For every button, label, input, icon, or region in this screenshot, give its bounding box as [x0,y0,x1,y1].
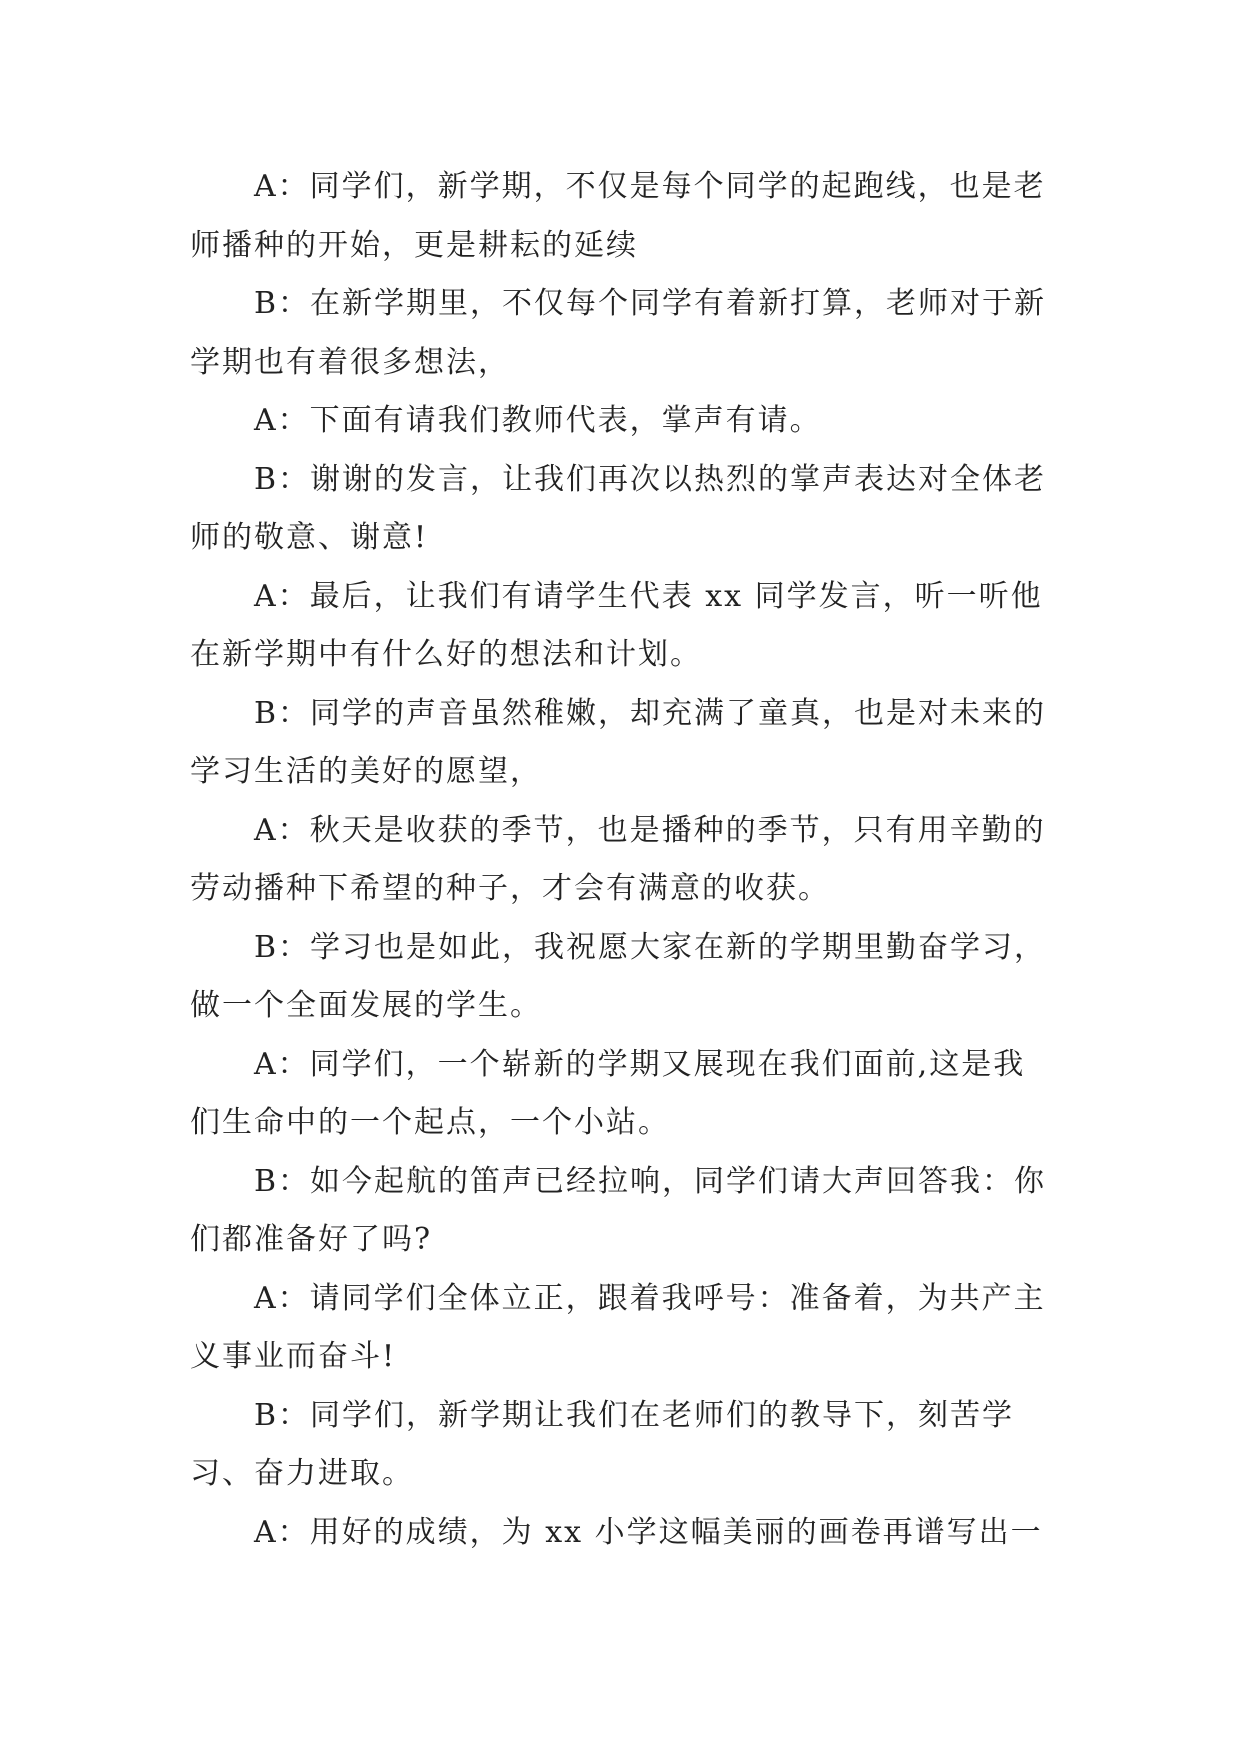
dialogue-paragraph-10: B：如今起航的笛声已经拉响，同学们请大声回答我：你们都准备好了吗? [190,1163,1047,1257]
dialogue-paragraph-8: B：学习也是如此，我祝愿大家在新的学期里勤奋学习，做一个全面发展的学生。 [190,929,1047,1023]
dialogue-paragraph-7: A：秋天是收获的季节，也是播种的季节，只有用辛勤的劳动播种下希望的种子，才会有满意的收获。 [190,812,1046,906]
dialogue-paragraph-6: B：同学的声音虽然稚嫩，却充满了童真，也是对未来的学习生活的美好的愿望， [190,695,1047,789]
dialogue-paragraph-9: A：同学们，一个崭新的学期又展现在我们面前,这是我们生命中的一个起点，一个小站。 [190,1046,1026,1140]
document-body [190,158,1050,1562]
dialogue-paragraph-5: A：最后，让我们有请学生代表 xx 同学发言，听一听他在新学期中有什么好的想法和计划。 [190,578,1043,672]
dialogue-paragraph-4: B：谢谢的发言，让我们再次以热烈的掌声表达对全体老师的敬意、谢意! [190,461,1047,555]
dialogue-paragraph-12: B：同学们，新学期让我们在老师们的教导下，刻苦学习、奋力进取。 [190,1397,1015,1491]
dialogue-paragraph-3: A：下面有请我们教师代表，掌声有请。 [254,403,822,438]
dialogue-paragraph-2: B：在新学期里，不仅每个同学有着新打算，老师对于新学期也有着很多想法， [190,286,1047,380]
dialogue-paragraph-11: A：请同学们全体立正，跟着我呼号：准备着，为共产主义事业而奋斗! [190,1280,1046,1374]
dialogue-paragraph-13: A：用好的成绩，为 xx 小学这幅美丽的画卷再谱写出一 [254,1514,1043,1550]
dialogue-paragraph-1: A：同学们，新学期，不仅是每个同学的起跑线，也是老师播种的开始，更是耕耘的延续 [190,169,1046,263]
